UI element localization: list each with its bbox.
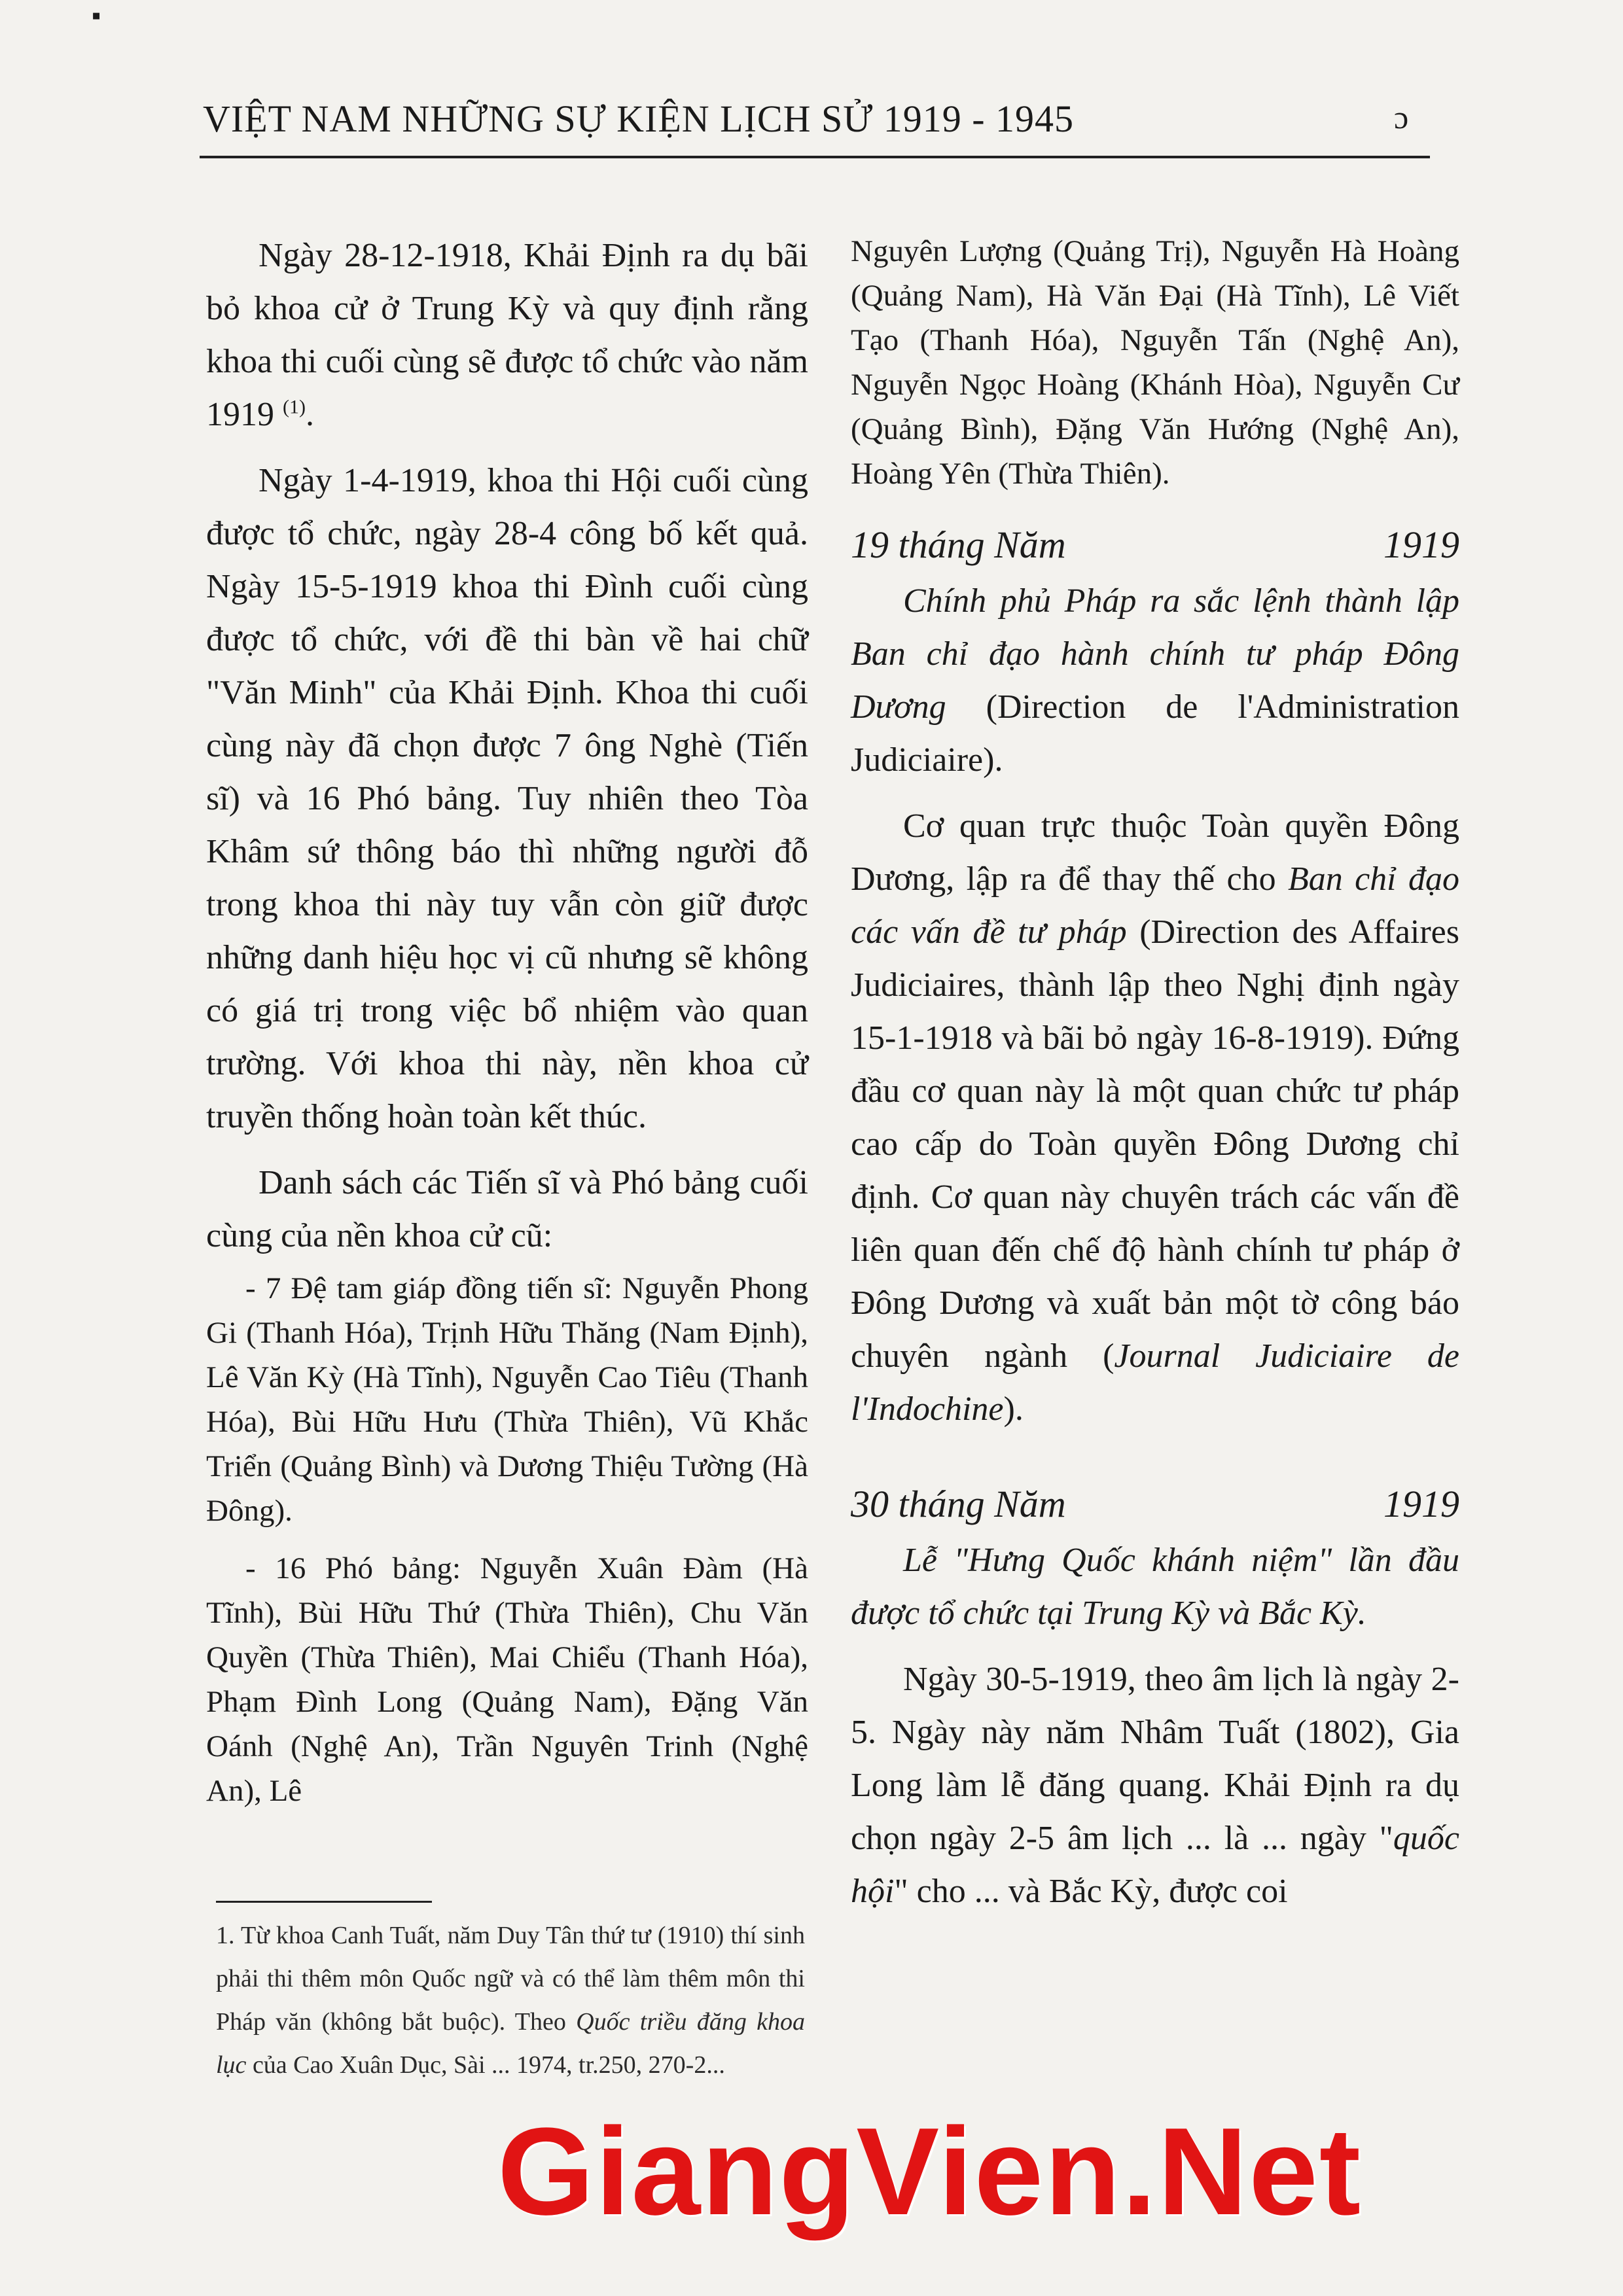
list-paragraph: Nguyên Lượng (Quảng Trị), Nguyễn Hà Hoàng (Quảng Nam), Hà Văn Đại (Hà Tĩnh), Lê Viết Tạo (Thanh Hóa), Nguyễn Tấn (Nghệ An), Nguyễn Ngọc Hoàng (Khánh Hòa), Nguyễn Cư (Quảng Bình), Đặng Văn Hướng (Nghệ An), Hoàng Yên (Thừa Thiên). — [851, 234, 1459, 491]
scan-mark: ▪ — [92, 1, 101, 30]
event-date — [851, 1475, 1459, 1534]
paragraph: Cơ quan trực thuộc Toàn quyền Đông Dương, lập ra để thay thế cho Ban chỉ đạo các vấn đề tư pháp (Direction des Affaires Judiciaires, thành lập theo Nghị định ngày 15-1-1918 và bãi bỏ ngày 16-8-1919). Đứng đầu cơ quan này là một quan chức tư pháp cao cấp do Toàn quyền Đông Dương chỉ định. Cơ quan này chuyên trách các vấn đề liên quan đến chế độ hành chính tư pháp ở Đông Dương và xuất bản một tờ công báo chuyên ngành (Journal Judiciaire de l'Indochine). — [851, 807, 1460, 1428]
event-year: 1919 — [1383, 1483, 1459, 1525]
event-day: 19 tháng Năm — [851, 523, 1066, 566]
list-paragraph: - 7 Đệ tam giáp đồng tiến sĩ: Nguyễn Phong Gi (Thanh Hóa), Trịnh Hữu Thăng (Nam Định), Lê Văn Kỳ (Hà Tĩnh), Nguyễn Cao Tiêu (Thanh Hóa), Bùi Hữu Hưu (Thừa Thiên), Vũ Khắc Triển (Quảng Bình) và Dương Thiệu Tường (Hà Đông). — [206, 1271, 808, 1528]
left-column — [206, 229, 808, 1813]
footnote-ref: (1) — [283, 396, 306, 418]
header-page-mark: ɔ — [1394, 99, 1409, 135]
running-header: VIỆT NAM NHỮNG SỰ KIỆN LỊCH SỬ 1919 - 1945 — [203, 97, 1075, 140]
list-paragraph: - 16 Phó bảng: Nguyễn Xuân Đàm (Hà Tĩnh), Bùi Hữu Thứ (Thừa Thiên), Chu Văn Quyền (Thừa Thiên), Mai Chiểu (Thanh Hóa), Phạm Đình Long (Quảng Nam), Đặng Văn Oánh (Nghệ An), Trần Nguyên Trinh (Nghệ An), Lê — [206, 1551, 808, 1808]
right-column — [851, 229, 1459, 1918]
event-date — [851, 516, 1459, 574]
event-year: 1919 — [1383, 523, 1459, 566]
event-summary: Chính phủ Pháp ra sắc lệnh thành lập Ban chỉ đạo hành chính tư pháp Đông Dương (Direction de l'Administration Judiciaire). — [851, 582, 1459, 779]
paragraph: Danh sách các Tiến sĩ và Phó bảng cuối cùng của nền khoa cử cũ: — [206, 1164, 808, 1254]
header-rule — [200, 156, 1430, 158]
paragraph: Ngày 30-5-1919, theo âm lịch là ngày 2-5. Ngày này năm Nhâm Tuất (1802), Gia Long làm lễ đăng quang. Khải Định ra dụ chọn ngày 2-5 âm lịch ... là ... ngày "quốc hội" cho ... và Bắc Kỳ, được coi — [851, 1661, 1459, 1910]
event-summary: Lễ "Hưng Quốc khánh niệm" lần đầu được tổ chức tại Trung Kỳ và Bắc Kỳ. — [851, 1542, 1459, 1632]
footnote-rule — [216, 1901, 432, 1903]
paragraph: Ngày 28-12-1918, Khải Định ra dụ bãi bỏ khoa cử ở Trung Kỳ và quy định rằng khoa thi cuối cùng sẽ được tổ chức vào năm 1919 $^{(1)}$. — [206, 237, 808, 433]
watermark-logo: GiangVien.Net — [497, 2102, 1363, 2241]
event-day: 30 tháng Năm — [851, 1483, 1066, 1525]
paragraph: Ngày 1-4-1919, khoa thi Hội cuối cùng được tổ chức, ngày 28-4 công bố kết quả. Ngày 15-5-1919 khoa thi Đình cuối cùng được tổ chức, với đề thi bàn về hai chữ "Văn Minh" của Khải Định. Khoa thi cuối cùng này đã chọn được 7 ông Nghè (Tiến sĩ) và 16 Phó bảng. Tuy nhiên theo Tòa Khâm sứ thông báo thì những người đỗ trong khoa thi này tuy vẫn còn giữ được những danh hiệu học vị cũ nhưng sẽ không có giá trị trong việc bổ nhiệm vào quan trường. Với khoa thi này, nền khoa cử truyền thống hoàn toàn kết thúc. — [206, 462, 808, 1135]
footnote: 1. Từ khoa Canh Tuất, năm Duy Tân thứ tư (1910) thí sinh phải thi thêm môn Quốc ngữ và có thể làm thêm môn thi Pháp văn (không bắt buộc). Theo Quốc triều đăng khoa lục của Cao Xuân Dục, Sài ... 1974, tr.250, 270-2... — [216, 1922, 805, 2079]
